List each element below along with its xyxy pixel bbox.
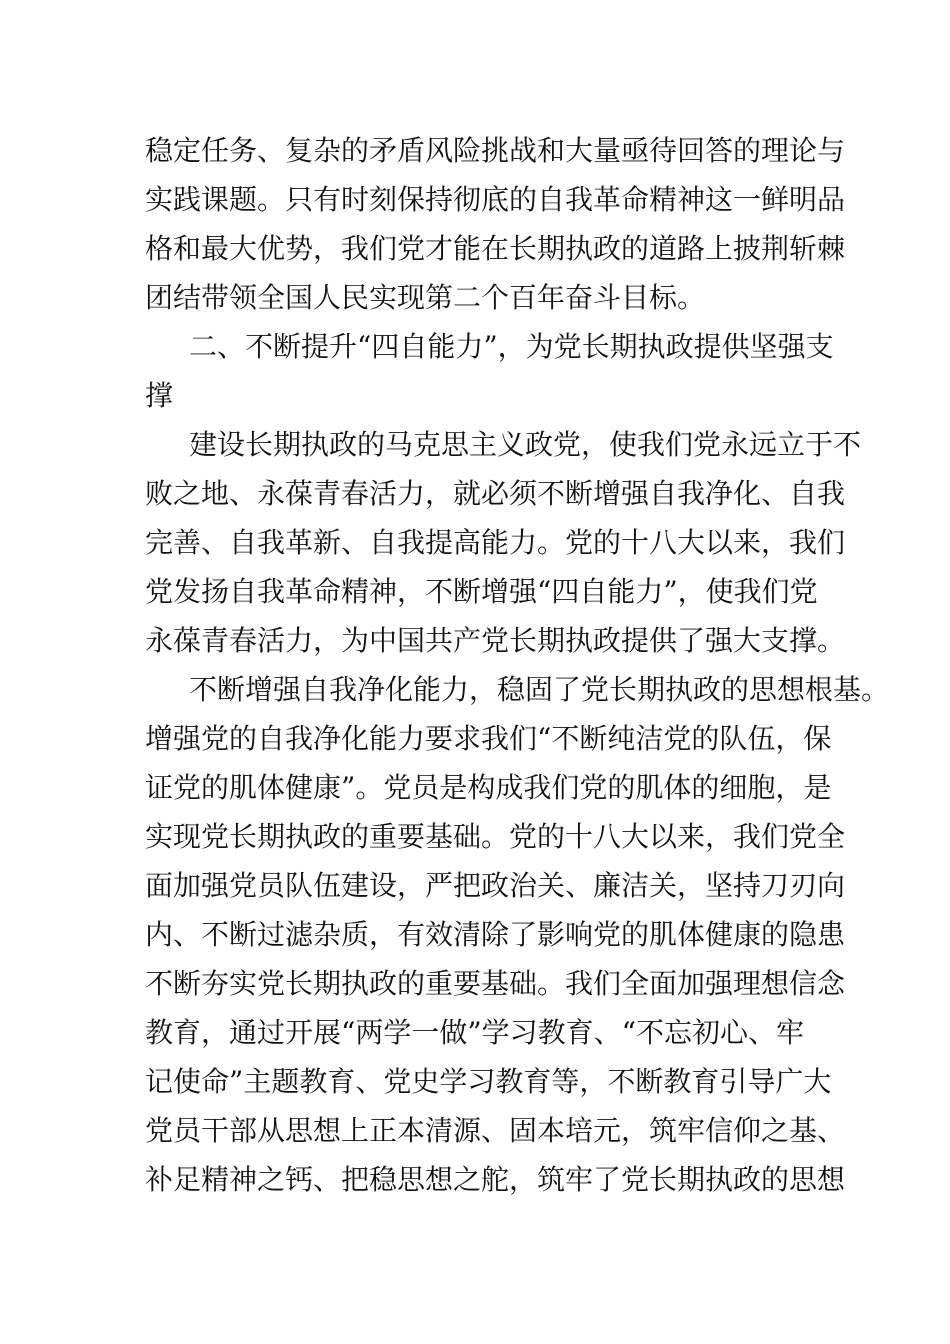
text-line: 完善、自我革新、自我提高能力。党的十八大以来，我们 bbox=[145, 526, 846, 559]
text-line: 记使命”主题教育、党史学习教育等，不断教育引导广大 bbox=[145, 1065, 832, 1098]
section-heading-line: 二、不断提升“四自能力”，为党长期执政提供坚强支 bbox=[189, 330, 834, 363]
text-line: 建设长期执政的马克思主义政党，使我们党永远立于不 bbox=[189, 428, 862, 461]
text-line: 败之地、永葆青春活力，就必须不断增强自我净化、自我 bbox=[145, 477, 846, 510]
text-line: 教育，通过开展“两学一做”学习教育、“不忘初心、牢 bbox=[145, 1016, 804, 1049]
text-line: 补足精神之钙、把稳思想之舵，筑牢了党长期执政的思想 bbox=[145, 1163, 846, 1196]
text-line: 格和最大优势，我们党才能在长期执政的道路上披荆斩棘 bbox=[145, 232, 846, 265]
text-line: 面加强党员队伍建设，严把政治关、廉洁关，坚持刀刃向 bbox=[145, 869, 846, 902]
text-line: 增强党的自我净化能力要求我们“不断纯洁党的队伍，保 bbox=[145, 722, 832, 755]
text-line: 党员干部从思想上正本清源、固本培元，筑牢信仰之基、 bbox=[145, 1114, 846, 1147]
text-line: 团结带领全国人民实现第二个百年奋斗目标。 bbox=[145, 281, 706, 314]
body-text bbox=[145, 126, 890, 1204]
text-line: 党发扬自我革命精神，不断增强“四自能力”，使我们党 bbox=[145, 575, 818, 608]
text-line: 不断增强自我净化能力，稳固了党长期执政的思想根基。 bbox=[189, 673, 890, 706]
text-line: 不断夯实党长期执政的重要基础。我们全面加强理想信念 bbox=[145, 967, 846, 1000]
text-line: 内、不断过滤杂质，有效清除了影响党的肌体健康的隐患 bbox=[145, 918, 846, 951]
text-line: 稳定任务、复杂的矛盾风险挑战和大量亟待回答的理论与 bbox=[145, 134, 846, 167]
text-line: 永葆青春活力，为中国共产党长期执政提供了强大支撑。 bbox=[145, 624, 846, 657]
text-line: 实现党长期执政的重要基础。党的十八大以来，我们党全 bbox=[145, 820, 846, 853]
text-line: 证党的肌体健康”。党员是构成我们党的肌体的细胞，是 bbox=[145, 771, 832, 804]
text-line: 实践课题。只有时刻保持彻底的自我革命精神这一鲜明品 bbox=[145, 183, 846, 216]
section-heading-line: 撑 bbox=[145, 379, 174, 412]
